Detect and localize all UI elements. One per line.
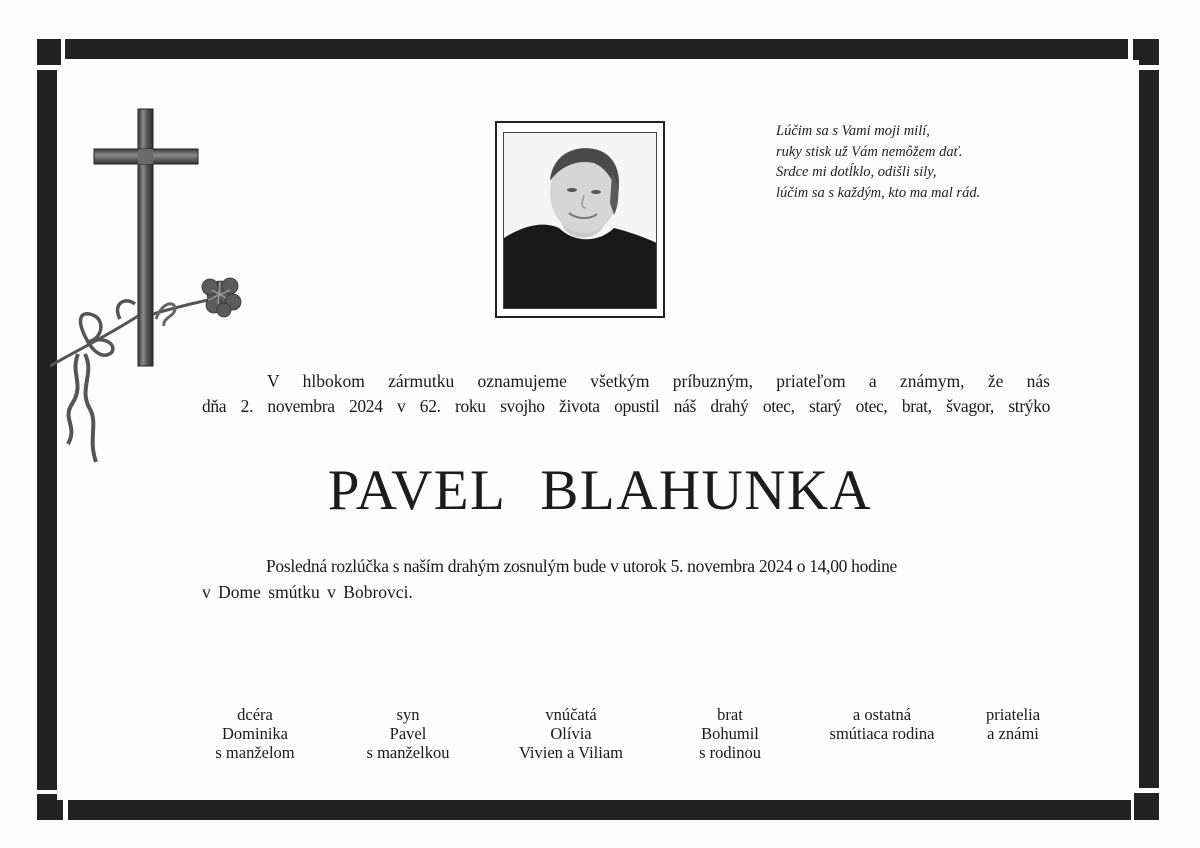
funeral-paragraph — [202, 553, 1050, 605]
mourners-list — [0, 705, 1200, 775]
announcement-line-1: V hlbokom zármutku oznamujeme všetkým príbuzným, priateľom a známym, že nás — [267, 371, 1050, 391]
portrait-photo — [503, 132, 657, 309]
portrait-photo-frame — [495, 121, 665, 318]
mourner-son — [367, 705, 450, 762]
mourner-grandchildren — [519, 705, 623, 762]
mourner-relation: vnúčatá — [545, 705, 597, 724]
funeral-line-2: v Dome smútku v Bobrovci. — [202, 582, 413, 602]
border-bottom — [68, 800, 1131, 820]
announcement-line-2: dňa 2. novembra 2024 v 62. roku svojho života opustil náš drahý otec, starý otec, brat, švagor, strýko — [202, 396, 1050, 416]
poem-line: lúčim sa s každým, kto ma mal rád. — [776, 184, 981, 201]
poem-line: Srdce mi dotĺklo, odišli sily, — [776, 164, 937, 180]
mourner-name: Dominika — [222, 724, 288, 743]
mourner-relation: brat — [717, 705, 743, 724]
deceased-name — [0, 456, 1200, 526]
mourner-daughter — [215, 705, 294, 762]
border-right — [1139, 70, 1159, 788]
mourner-friends — [986, 705, 1040, 743]
corner-bottom-left-block — [37, 800, 63, 820]
mourner-relation: syn — [396, 705, 420, 724]
last-name: BLAHUNKA — [540, 459, 873, 522]
corner-top-right — [1133, 39, 1159, 60]
mourner-name: Olívia — [550, 724, 592, 743]
announcement-paragraph — [202, 369, 1050, 419]
portrait-image-icon — [504, 133, 657, 309]
first-name: PAVEL — [327, 459, 507, 522]
mourner-relation: priatelia — [985, 705, 1041, 724]
mourner-name: Bohumil — [701, 724, 759, 743]
mourner-relation: dcéra — [237, 705, 273, 724]
border-top — [65, 39, 1128, 59]
mourner-family — [830, 705, 935, 743]
mourner-note: Vivien a Viliam — [518, 743, 624, 762]
mourner-note: s manželkou — [366, 743, 450, 762]
corner-top-right-notch — [1139, 59, 1159, 65]
poem-line: ruky stisk už Vám nemôžem dať. — [776, 143, 963, 160]
mourner-name: smútiaca rodina — [829, 724, 935, 743]
mourner-brother — [699, 705, 761, 762]
mourner-name: Pavel — [389, 724, 427, 743]
corner-top-left — [37, 39, 61, 65]
poem-line: Lúčim sa s Vami moji milí, — [776, 123, 930, 139]
mourner-note: s manželom — [215, 743, 295, 762]
mourner-relation: a ostatná — [852, 705, 912, 724]
funeral-line-1: Posledná rozlúčka s naším drahým zosnulým bude v utorok 5. novembra 2024 o 14,00 hodine — [266, 556, 898, 576]
farewell-poem — [776, 121, 1076, 203]
corner-bottom-right — [1134, 793, 1159, 820]
mourner-name: a známi — [987, 724, 1039, 743]
mourner-note: s rodinou — [699, 743, 761, 762]
